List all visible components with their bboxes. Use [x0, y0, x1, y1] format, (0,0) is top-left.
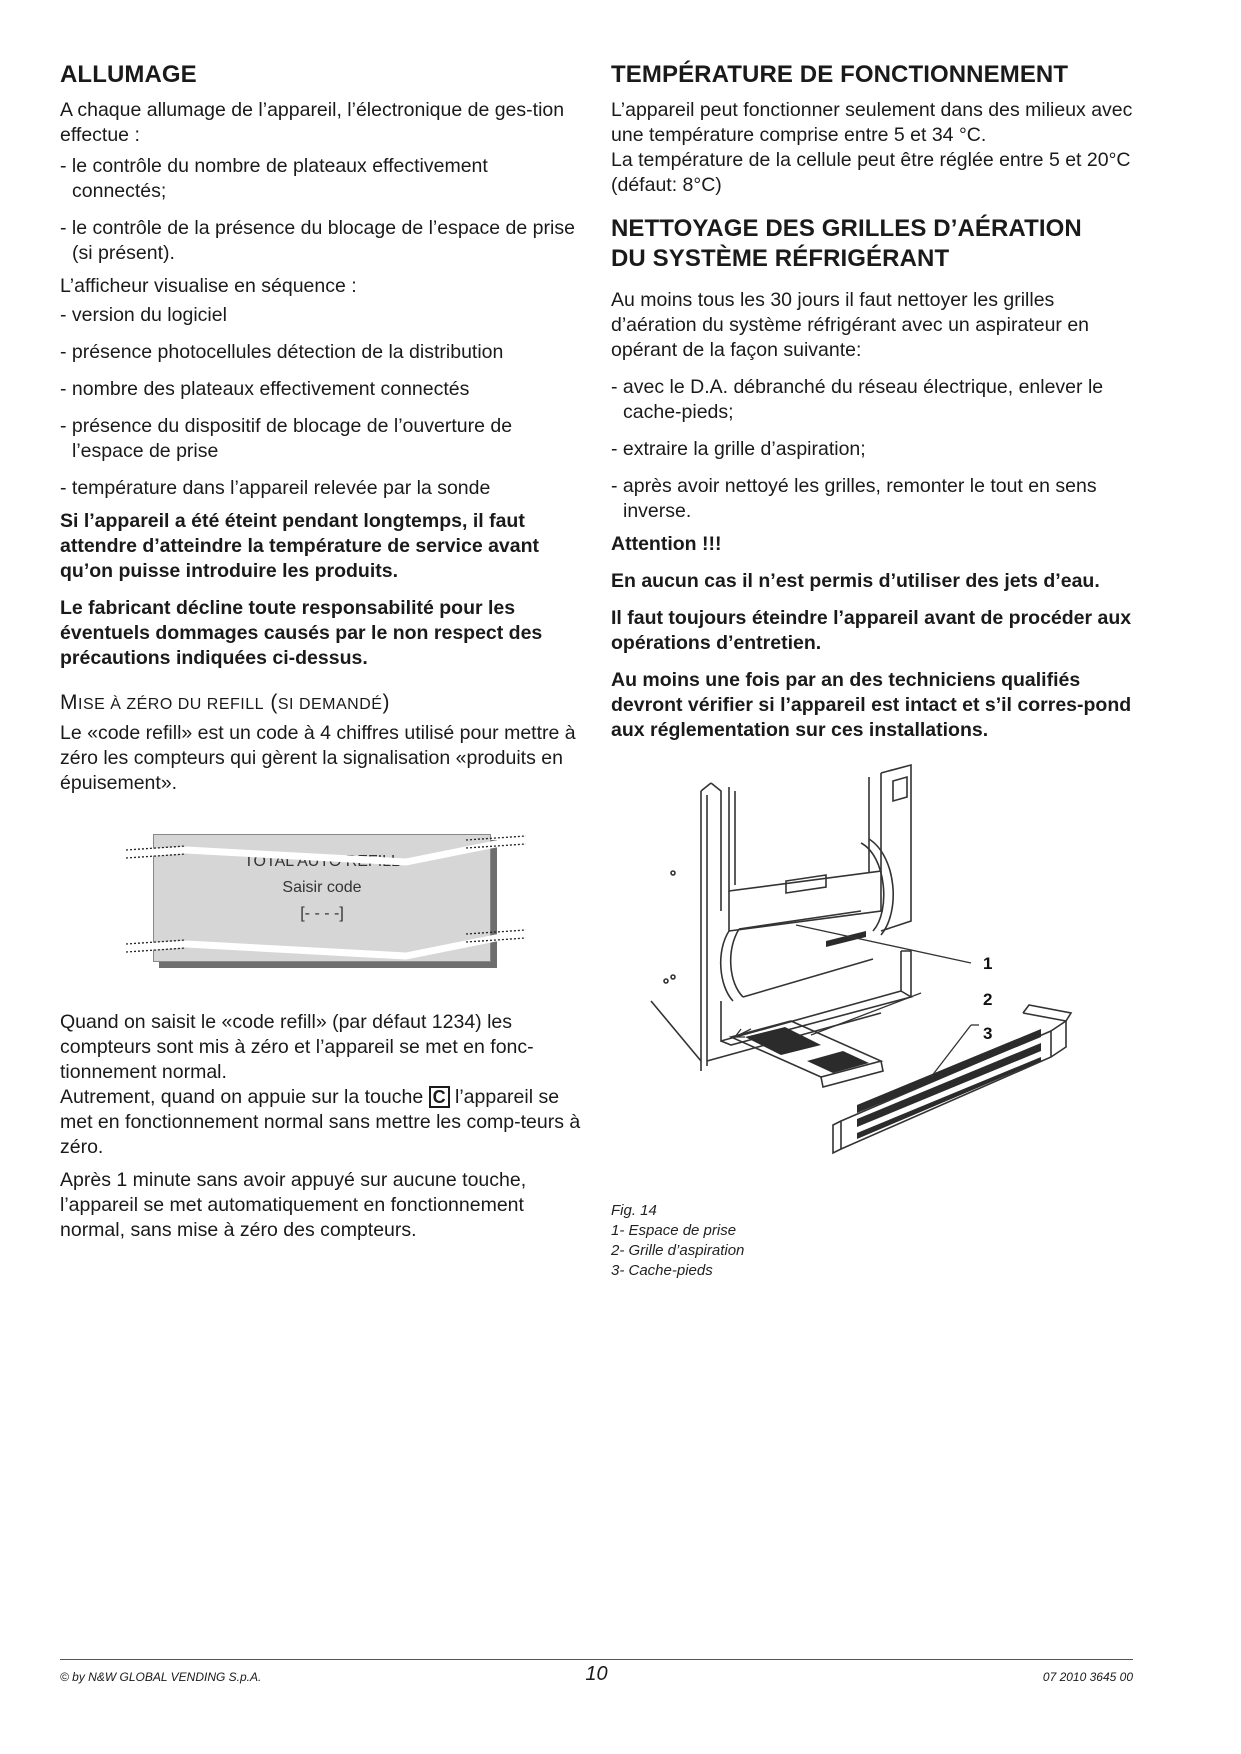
display-break-lines	[126, 826, 526, 976]
list-item: - nombre des plateaux effectivement connectés	[60, 378, 470, 400]
display-sequence-intro: L’afficheur visualise en séquence :	[60, 275, 357, 297]
page-footer	[60, 1659, 1133, 1685]
right-column	[611, 60, 1133, 1281]
cleaning-intro: Au moins tous les 30 jours il faut nettoyer les grilles d’aération du système réfrigérant avec un aspirateur en opérant de la façon suivante:	[611, 289, 1090, 361]
display-line-2: Saisir code	[282, 879, 362, 896]
list-item: - présence du dispositif de blocage de l’ouverture de l’espace de prise	[60, 415, 513, 462]
list-item: - présence photocellules détection de la distribution	[60, 341, 504, 363]
list-item: - le contrôle du nombre de plateaux effectivement connectés;	[60, 155, 488, 202]
left-column	[60, 60, 582, 1251]
refill-intro: Le «code refill» est un code à 4 chiffres utilisé pour mettre à zéro les compteurs qui gèrent la signalisation «produits en épuisement».	[60, 722, 576, 794]
warning-long-off: Si l’appareil a été éteint pendant longtemps, il faut attendre d’atteindre la température de service avant qu’on puisse introduire les produits.	[60, 510, 540, 582]
callout-3: 3	[983, 1024, 993, 1043]
allumage-check-list	[60, 154, 582, 266]
temperature-para-1: L’appareil peut fonctionner seulement dans des milieux avec une température comprise entre 5 et 34 °C.	[611, 99, 1133, 146]
refill-para-timeout: Après 1 minute sans avoir appuyé sur aucune touche, l’appareil se met automatiquement en fonctionnement normal, sans mise à zéro des compteurs.	[60, 1169, 527, 1241]
fig-14-illustration	[611, 761, 1131, 1201]
caption-item: 2- Grille d’aspiration	[611, 1242, 745, 1259]
footer-copyright: © by N&W GLOBAL VENDING S.p.A.	[60, 1670, 262, 1684]
page-number: 10	[585, 1663, 608, 1685]
warning-water: En aucun cas il n’est permis d’utiliser des jets d’eau.	[611, 570, 1100, 592]
refill-display-illustration	[126, 826, 526, 976]
refill-para-code: Quand on saisit le «code refill» (par défaut 1234) les compteurs sont mis à zéro et l’appareil se met en fonc-tionnement normal.	[60, 1011, 534, 1083]
attention-label: Attention !!!	[611, 533, 722, 555]
warning-liability: Le fabricant décline toute responsabilité pour les éventuels dommages causés par le non respect des précautions indiquées ci-dessus.	[60, 597, 543, 669]
warning-switch-off: Il faut toujours éteindre l’appareil avant de procéder aux opérations d’entretien.	[611, 607, 1132, 654]
list-item: - extraire la grille d’aspiration;	[611, 438, 866, 460]
cleaning-steps	[611, 375, 1133, 524]
figure-caption	[611, 1201, 1133, 1281]
list-item: - température dans l’appareil relevée par la sonde	[60, 477, 491, 499]
allumage-intro: A chaque allumage de l’appareil, l’électronique de ges-tion effectue :	[60, 99, 565, 146]
temperature-para-2: La température de la cellule peut être réglée entre 5 et 20°C (défaut: 8°C)	[611, 149, 1131, 196]
display-sequence-list	[60, 303, 582, 501]
display-line-3: [- - - -]	[300, 905, 344, 922]
vending-machine-drawing	[611, 761, 1131, 1201]
temperature-heading: TEMPÉRATURE DE FONCTIONNEMENT	[611, 61, 1069, 88]
display-line-1: TOTAL AUTO REFILL	[244, 853, 400, 870]
warning-inspection: Au moins une fois par an des techniciens qualifiés devront vérifier si l’appareil est intact et s’il corres-pond aux réglementation sur ces installations.	[611, 669, 1132, 741]
caption-item: 3- Cache-pieds	[611, 1262, 713, 1279]
figure-title: Fig. 14	[611, 1202, 657, 1219]
cleaning-heading: NETTOYAGE DES GRILLES D’AÉRATION DU SYSTÈME RÉFRIGÉRANT	[611, 215, 1082, 272]
list-item: - après avoir nettoyé les grilles, remonter le tout en sens inverse.	[611, 475, 1097, 522]
refill-heading: MISE À ZÉRO DU REFILL (SI DEMANDÉ)	[60, 691, 390, 714]
caption-item: 1- Espace de prise	[611, 1222, 737, 1239]
callout-2: 2	[983, 990, 993, 1009]
callout-1: 1	[983, 954, 993, 973]
list-item: - version du logiciel	[60, 304, 227, 326]
list-item: - le contrôle de la présence du blocage de l’espace de prise (si présent).	[60, 217, 575, 264]
c-key-icon: C	[429, 1086, 450, 1108]
allumage-heading: ALLUMAGE	[60, 61, 197, 88]
list-item: - avec le D.A. débranché du réseau électrique, enlever le cache-pieds;	[611, 376, 1104, 423]
document-code: 07 2010 3645 00	[1042, 1670, 1133, 1684]
refill-para-key: Autrement, quand on appuie sur la touche C l’appareil se met en fonctionnement normal sans mettre les comp-teurs à zéro.	[60, 1086, 581, 1158]
